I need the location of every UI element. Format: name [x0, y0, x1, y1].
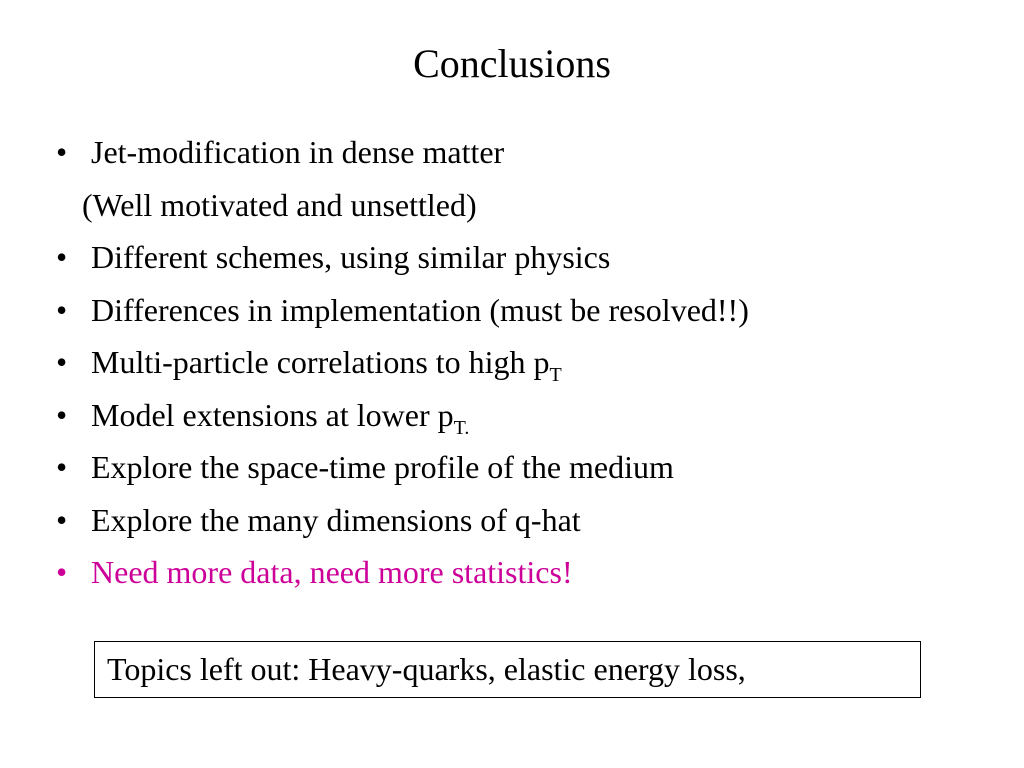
bullet-icon: •	[56, 449, 68, 485]
bullet-icon: •	[56, 239, 68, 275]
bullet-icon: •	[56, 396, 68, 433]
bullet-text: (Well motivated and unsettled)	[82, 186, 477, 223]
bullet-text: Explore the many dimensions of q-hat	[91, 501, 581, 538]
bullet-text: Jet-modification in dense matter	[91, 134, 505, 170]
topics-left-out-box: Topics left out: Heavy-quarks, elastic energy loss,	[94, 641, 921, 698]
bullet-icon: •	[56, 134, 68, 170]
slide-title: Conclusions	[413, 41, 611, 86]
bullet-text: Explore the space-time profile of the medium	[91, 449, 674, 485]
bullet-text: Differences in implementation (must be resolved!!)	[91, 291, 749, 328]
bullet-icon: •	[56, 501, 68, 538]
bullet-text: Model extensions at lower $p_{T.}$	[91, 396, 470, 439]
bullet-icon: •	[56, 554, 68, 590]
bullet-icon: •	[56, 291, 68, 328]
bullet-text: Need more data, need more statistics!	[91, 554, 573, 590]
subscript: T.	[453, 416, 470, 439]
bullet-text: Different schemes, using similar physics	[91, 239, 611, 275]
subscript: T	[549, 364, 562, 386]
bullet-icon: •	[56, 344, 68, 380]
bullet-text: Multi-particle correlations to high $p_T$	[91, 344, 562, 386]
